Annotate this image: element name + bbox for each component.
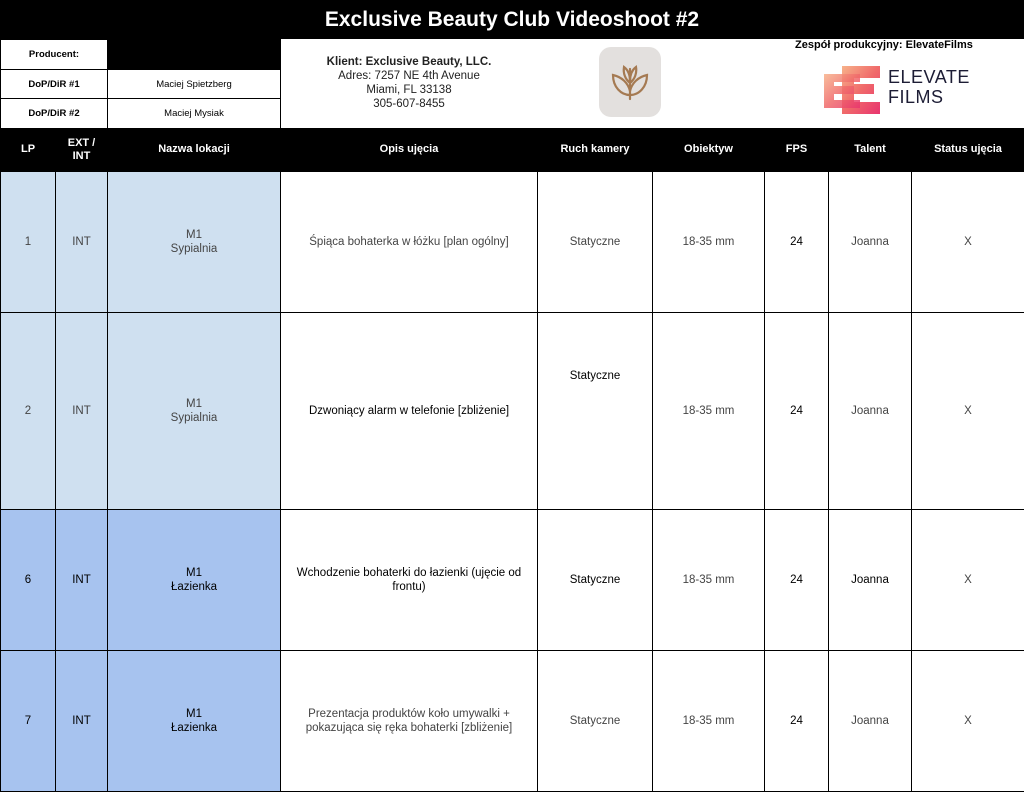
cell-lp: 7 [1, 651, 56, 792]
cell-fps: 24 [765, 313, 829, 510]
cell-talent: Joanna [829, 510, 912, 651]
crew-table [0, 39, 281, 129]
client-address: Adres: 7257 NE 4th Avenue [296, 69, 522, 83]
cell-location [108, 313, 281, 510]
cell-ext: INT [56, 172, 108, 313]
leaf-plant-icon [607, 59, 653, 105]
col-camera: Ruch kamery [538, 128, 653, 172]
col-status: Status ujęcia [912, 128, 1024, 172]
location-code: M1 [186, 567, 202, 579]
client-city: Miami, FL 33138 [296, 83, 522, 97]
cell-camera: Statyczne [538, 313, 653, 510]
table-row [1, 510, 1024, 651]
table-row [1, 172, 1024, 313]
col-ext-int: EXT / INT [56, 128, 108, 172]
cell-lp: 2 [1, 313, 56, 510]
col-talent: Talent [829, 128, 912, 172]
location-code: M1 [186, 398, 202, 410]
col-lens: Obiektyw [653, 128, 765, 172]
col-lp: LP [1, 128, 56, 172]
production-team: Zespół produkcyjny: ElevateFilms [795, 39, 1005, 51]
cell-lens: 18-35 mm [653, 313, 765, 510]
location-code: M1 [186, 229, 202, 241]
elevate-films-logo [822, 64, 992, 119]
cell-description: Wchodzenie bohaterki do łazienki (ujęcie od frontu) [281, 510, 538, 651]
location-name: Łazienka [171, 722, 217, 734]
crew-label-producent: Producent: [1, 40, 108, 70]
cell-talent: Joanna [829, 313, 912, 510]
location-name: Łazienka [171, 581, 217, 593]
cell-lp: 6 [1, 510, 56, 651]
cell-description: Śpiąca bohaterka w łóżku [plan ogólny] [281, 172, 538, 313]
cell-ext: INT [56, 651, 108, 792]
cell-description: Dzwoniący alarm w telefonie [zbliżenie] [281, 313, 538, 510]
client-logo [599, 47, 661, 117]
crew-label-dop2: DoP/DiR #2 [1, 99, 108, 129]
cell-camera: Statyczne [538, 651, 653, 792]
logo-line-1: ELEVATE [888, 67, 970, 87]
cell-location [108, 172, 281, 313]
cell-location [108, 651, 281, 792]
cell-lens: 18-35 mm [653, 172, 765, 313]
cell-description: Prezentacja produktów koło umywalki + pokazująca się ręka bohaterki [zbliżenie] [281, 651, 538, 792]
cell-status: X [912, 651, 1024, 792]
cell-status: X [912, 172, 1024, 313]
table-row [1, 313, 1024, 510]
client-info [296, 55, 522, 111]
cell-lp: 1 [1, 172, 56, 313]
col-fps: FPS [765, 128, 829, 172]
cell-fps: 24 [765, 172, 829, 313]
cell-status: X [912, 510, 1024, 651]
logo-line-2: FILMS [888, 87, 970, 107]
shot-list-table [0, 128, 1024, 792]
cell-camera: Statyczne [538, 172, 653, 313]
location-name: Sypialnia [171, 243, 218, 255]
client-name: Klient: Exclusive Beauty, LLC. [296, 55, 522, 69]
cell-talent: Joanna [829, 651, 912, 792]
cell-fps: 24 [765, 651, 829, 792]
location-code: M1 [186, 708, 202, 720]
crew-label-dop1: DoP/DiR #1 [1, 70, 108, 99]
cell-camera: Statyczne [538, 510, 653, 651]
crew-value-producent [108, 40, 281, 70]
cell-lens: 18-35 mm [653, 510, 765, 651]
col-description: Opis ujęcia [281, 128, 538, 172]
col-location: Nazwa lokacji [108, 128, 281, 172]
cell-talent: Joanna [829, 172, 912, 313]
cell-ext: INT [56, 510, 108, 651]
crew-value-dop1: Maciej Spietzberg [108, 70, 281, 99]
cell-fps: 24 [765, 510, 829, 651]
crew-value-dop2: Maciej Mysiak [108, 99, 281, 129]
table-header [1, 128, 1024, 172]
client-phone: 305-607-8455 [296, 97, 522, 111]
cell-status: X [912, 313, 1024, 510]
info-header [0, 39, 1024, 128]
cell-lens: 18-35 mm [653, 651, 765, 792]
document-title: Exclusive Beauty Club Videoshoot #2 [0, 0, 1024, 39]
cell-location [108, 510, 281, 651]
elevate-films-wordmark [888, 67, 970, 107]
cell-ext: INT [56, 313, 108, 510]
elevate-films-logo-icon [822, 64, 884, 116]
location-name: Sypialnia [171, 412, 218, 424]
table-row [1, 651, 1024, 792]
